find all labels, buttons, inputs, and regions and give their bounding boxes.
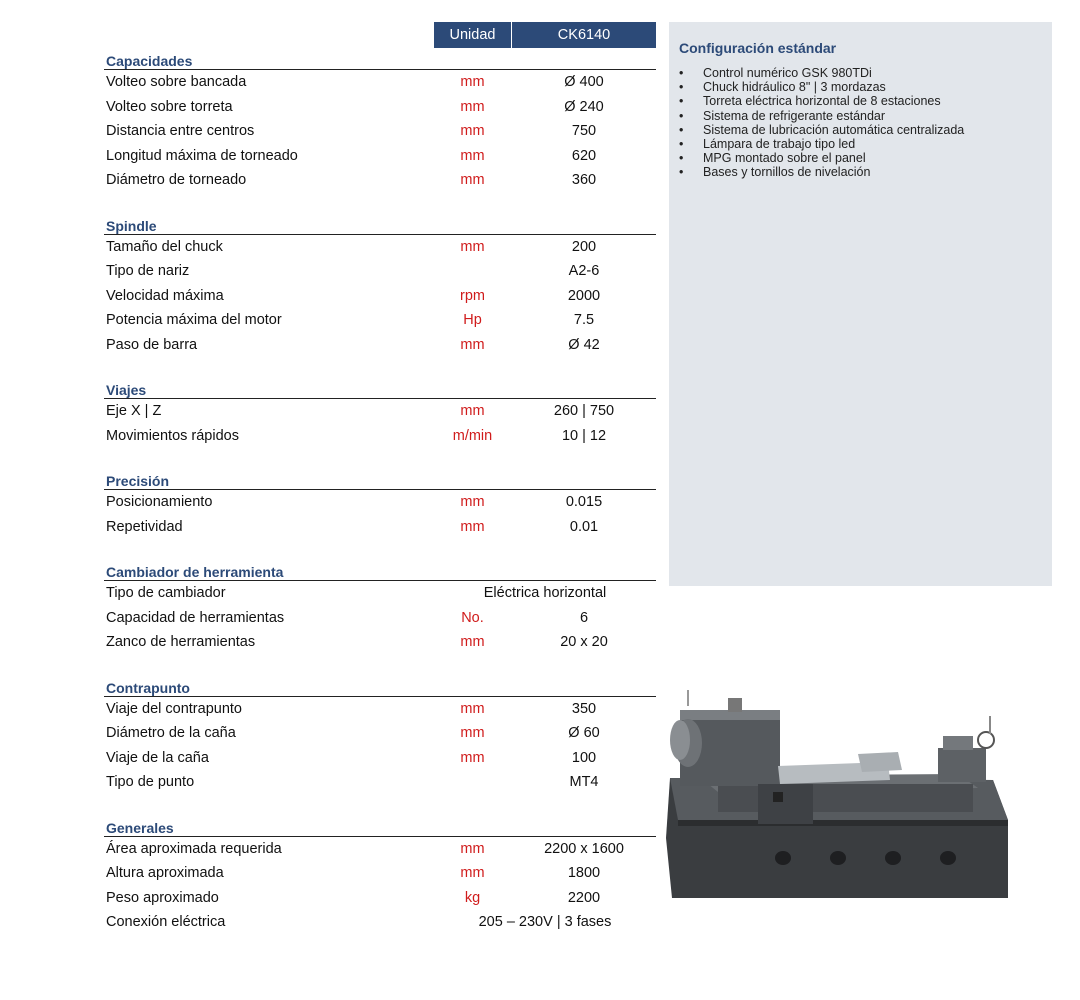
spec-label: Longitud máxima de torneado: [106, 147, 298, 164]
spec-unit: mm: [460, 98, 485, 115]
spec-section: [104, 559, 656, 655]
config-list: [679, 66, 964, 180]
section-title: Spindle: [104, 213, 656, 235]
spec-row: [104, 606, 656, 631]
spec-value: Ø 60: [568, 725, 600, 741]
spec-row: [104, 144, 656, 169]
section-gap: [104, 448, 656, 468]
spec-row: [104, 886, 656, 911]
spec-label: Peso aproximado: [106, 889, 219, 906]
config-item: • Sistema de refrigerante estándar: [679, 109, 964, 123]
spec-value: A2-6: [568, 263, 600, 279]
spec-unit: No.: [461, 609, 484, 626]
spec-row: [104, 721, 656, 746]
spec-label: Altura aproximada: [106, 865, 224, 881]
spec-row: [104, 119, 656, 144]
spec-value: 360: [571, 172, 597, 188]
spec-row: [104, 95, 656, 120]
spec-value: 20 x 20: [560, 634, 608, 650]
spec-unit: mm: [460, 749, 485, 766]
spec-row: [104, 910, 656, 935]
spec-unit: m/min: [452, 427, 493, 444]
spec-label: Volteo sobre bancada: [106, 74, 247, 90]
spec-unit: rpm: [460, 287, 485, 304]
spec-unit: mm: [460, 403, 485, 419]
config-item: • Bases y tornillos de nivelación: [679, 165, 964, 179]
section-gap: [104, 655, 656, 675]
spec-value: 620: [571, 147, 597, 164]
spec-value: 2200: [567, 889, 601, 906]
spec-unit: kg: [464, 889, 481, 906]
spec-section: [104, 377, 656, 448]
spec-row: [104, 746, 656, 771]
spec-value: Ø 240: [564, 98, 604, 115]
spec-value: 0.01: [569, 518, 599, 535]
spec-row: [104, 581, 656, 606]
spec-label: Capacidad de herramientas: [106, 609, 285, 626]
config-item: • Sistema de lubricación automática centralizada: [679, 123, 964, 137]
spec-value: 200: [571, 238, 597, 255]
section-gap: [104, 193, 656, 213]
config-item: • Chuck hidráulico 8" | 3 mordazas: [679, 80, 964, 94]
config-title: Configuración estándar: [679, 40, 837, 56]
section-gap: [104, 357, 656, 377]
spec-label: Zanco de herramientas: [106, 634, 256, 650]
spec-value: 260 | 750: [553, 403, 615, 419]
lathe-machine-image: [658, 688, 1028, 898]
spec-unit: mm: [460, 238, 485, 255]
spec-value: 2000: [567, 287, 601, 304]
config-item: • MPG montado sobre el panel: [679, 151, 964, 165]
spec-unit: mm: [460, 123, 485, 139]
spec-value: 2200 x 1600: [544, 840, 624, 857]
spec-unit: mm: [460, 74, 485, 90]
standard-config-panel: [669, 22, 1052, 586]
table-header: [104, 22, 656, 48]
section-title: Capacidades: [104, 48, 656, 70]
spec-label: Paso de barra: [106, 336, 198, 353]
spec-value: 350: [571, 700, 597, 717]
spec-row: [104, 235, 656, 260]
spec-row: [104, 399, 656, 424]
section-title: Generales: [104, 815, 656, 837]
spec-label: Repetividad: [106, 518, 183, 535]
spec-unit: mm: [460, 700, 485, 717]
spec-row: [104, 515, 656, 540]
spec-value: Ø 400: [564, 74, 604, 90]
spec-row: [104, 770, 656, 795]
spec-row: [104, 168, 656, 193]
spec-label: Área aproximada requerida: [106, 840, 282, 857]
spec-label: Tipo de punto: [106, 774, 195, 790]
spec-row: [104, 284, 656, 309]
spec-unit: mm: [460, 494, 485, 510]
spec-unit: Hp: [463, 312, 482, 328]
spec-row: [104, 70, 656, 95]
spec-label: Movimientos rápidos: [106, 427, 239, 444]
spec-unit: mm: [460, 865, 485, 881]
section-title: Contrapunto: [104, 675, 656, 697]
section-title: Precisión: [104, 468, 656, 490]
spec-label: Diámetro de la caña: [106, 725, 236, 741]
spec-unit: mm: [460, 147, 485, 164]
spec-section: [104, 468, 656, 539]
model-column-header: CK6140: [512, 22, 656, 48]
spec-value: 0.015: [565, 494, 603, 510]
spec-label: Viaje del contrapunto: [106, 700, 242, 717]
config-item: • Torreta eléctrica horizontal de 8 estaciones: [679, 94, 964, 108]
spec-label: Posicionamiento: [106, 494, 213, 510]
spec-row: [104, 259, 656, 284]
section-gap: [104, 539, 656, 559]
spec-unit: mm: [460, 634, 485, 650]
spec-sections: [104, 48, 656, 935]
spec-value: MT4: [569, 774, 599, 790]
spec-value: 10 | 12: [561, 427, 607, 444]
spec-value: 6: [579, 609, 589, 626]
spec-label: Velocidad máxima: [106, 287, 224, 304]
spec-label: Distancia entre centros: [106, 123, 255, 139]
section-title: Cambiador de herramienta: [104, 559, 656, 581]
spec-value: 1800: [567, 865, 601, 881]
config-item: • Lámpara de trabajo tipo led: [679, 137, 964, 151]
spec-value: 750: [571, 123, 597, 139]
spec-row: [104, 490, 656, 515]
spec-value: 7.5: [573, 312, 595, 328]
spec-unit: mm: [460, 518, 485, 535]
section-title: Viajes: [104, 377, 656, 399]
spec-label: Tamaño del chuck: [106, 238, 223, 255]
spec-section: [104, 48, 656, 193]
spec-row: [104, 861, 656, 886]
spec-label: Eje X | Z: [106, 403, 162, 419]
spec-row: [104, 308, 656, 333]
spec-label: Tipo de nariz: [106, 263, 190, 279]
spec-value: 100: [571, 749, 597, 766]
spec-unit: mm: [460, 840, 485, 857]
spec-value: 205 – 230V | 3 fases: [478, 914, 612, 930]
spec-section: [104, 815, 656, 935]
spec-unit: mm: [460, 336, 485, 353]
spec-label: Diámetro de torneado: [106, 172, 247, 188]
spec-row: [104, 697, 656, 722]
spec-row: [104, 837, 656, 862]
spec-label: Conexión eléctrica: [106, 914, 226, 930]
spec-row: [104, 630, 656, 655]
config-item: • Control numérico GSK 980TDi: [679, 66, 964, 80]
spec-label: Viaje de la caña: [106, 749, 209, 766]
spec-unit: mm: [460, 172, 485, 188]
spec-label: Potencia máxima del motor: [106, 312, 282, 328]
spec-table: [104, 22, 656, 935]
spec-unit: mm: [460, 725, 485, 741]
spec-value: Ø 42: [568, 336, 600, 353]
spec-label: Volteo sobre torreta: [106, 98, 233, 115]
spec-row: [104, 424, 656, 449]
spec-section: [104, 675, 656, 795]
spec-section: [104, 213, 656, 358]
spec-label: Tipo de cambiador: [106, 585, 226, 601]
unit-column-header: Unidad: [434, 22, 511, 48]
spec-row: [104, 333, 656, 358]
section-gap: [104, 795, 656, 815]
spec-value: Eléctrica horizontal: [483, 585, 607, 601]
